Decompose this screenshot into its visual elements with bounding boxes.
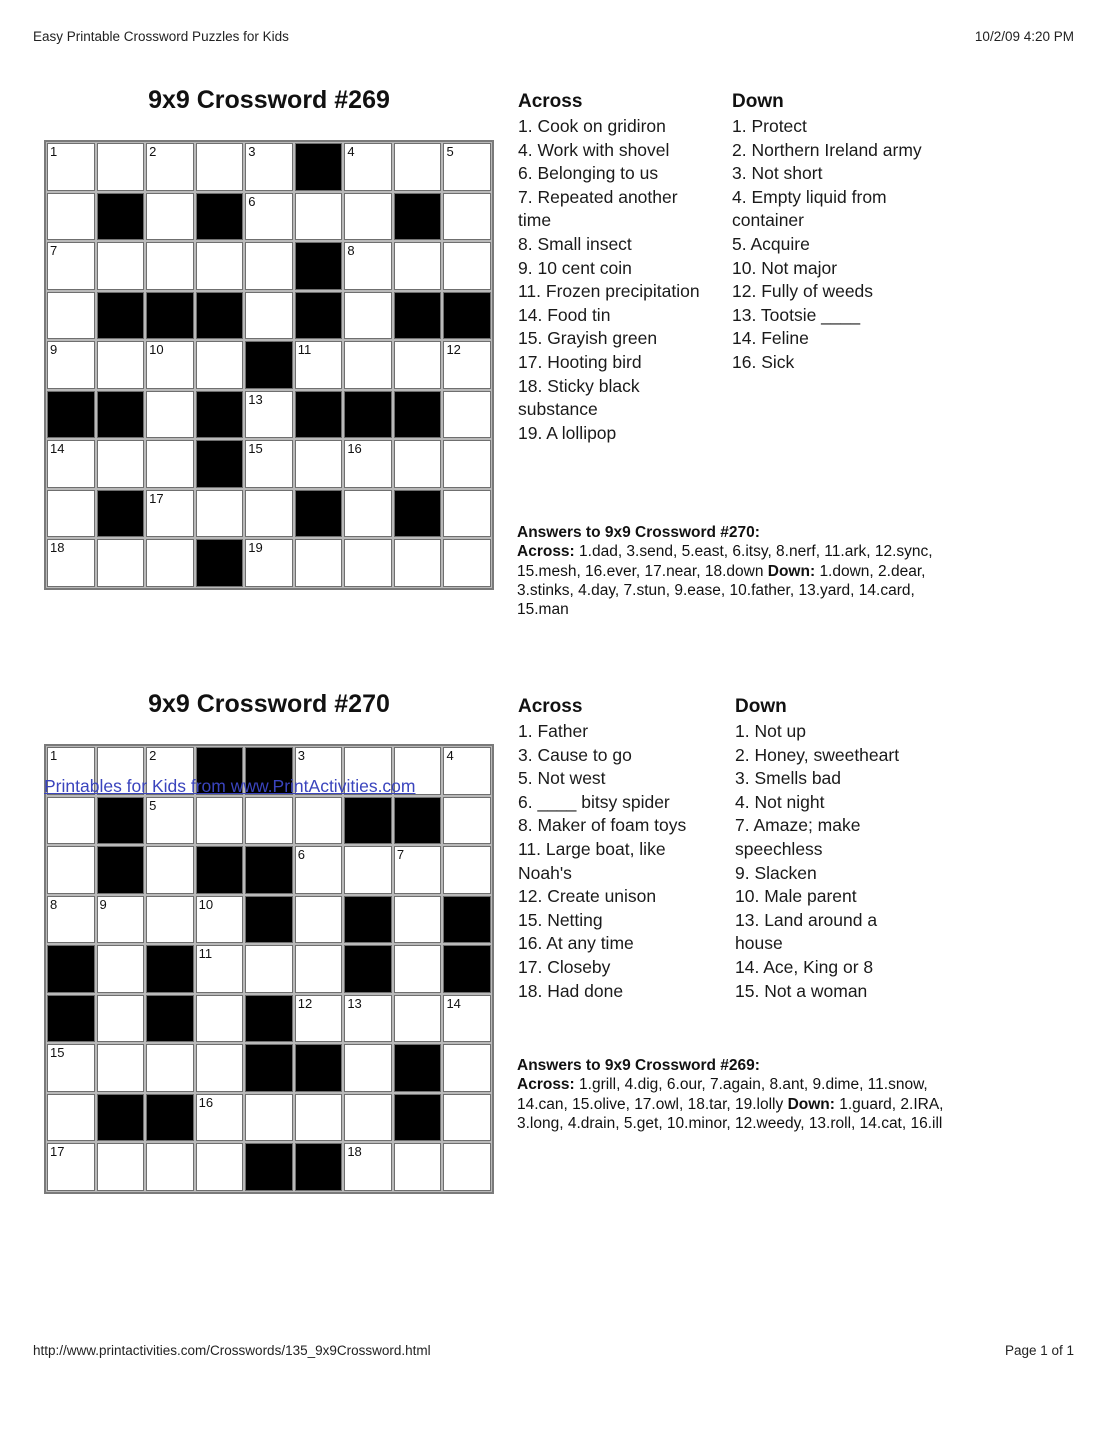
grid-cell — [245, 797, 293, 845]
black-cell — [196, 193, 244, 241]
grid-cell — [146, 1143, 194, 1191]
clue-item: 12. Create unison — [518, 886, 657, 907]
black-cell — [394, 490, 442, 538]
black-cell — [245, 896, 293, 944]
clue-item: 1. Protect — [732, 116, 807, 136]
grid-cell — [443, 440, 491, 488]
black-cell — [245, 995, 293, 1043]
black-cell — [295, 391, 343, 439]
clue-item: 15. Grayish green — [518, 328, 658, 349]
black-cell — [245, 846, 293, 894]
grid-cell — [295, 440, 343, 488]
grid-cell — [245, 391, 293, 439]
grid-cell — [47, 440, 95, 488]
answers-down-label: Down: — [767, 562, 816, 580]
grid-cell — [245, 539, 293, 587]
cell-number: 15 — [50, 1045, 65, 1061]
black-cell — [47, 391, 95, 439]
cell-number: 18 — [50, 540, 65, 556]
answers-body — [517, 542, 967, 619]
header-title: Easy Printable Crossword Puzzles for Kids — [33, 29, 289, 44]
black-cell — [344, 391, 392, 439]
black-cell — [196, 292, 244, 340]
cell-number: 5 — [149, 797, 157, 813]
grid-cell — [146, 440, 194, 488]
grid-cell — [443, 1044, 491, 1092]
grid-cell — [394, 846, 442, 894]
answers-269-block — [517, 1056, 967, 1133]
grid-cell — [47, 1094, 95, 1142]
grid-cell — [97, 341, 145, 389]
grid-cell — [394, 341, 442, 389]
grid-cell — [394, 143, 442, 191]
answers-body — [517, 1075, 967, 1133]
grid-cell — [47, 896, 95, 944]
black-cell — [97, 193, 145, 241]
black-cell — [97, 292, 145, 340]
clue-item: 15. Netting — [518, 909, 603, 930]
grid-cell — [295, 539, 343, 587]
grid-cell — [443, 797, 491, 845]
across-clue-list — [518, 720, 713, 1003]
black-cell — [394, 391, 442, 439]
black-cell — [443, 292, 491, 340]
grid-cell — [344, 539, 392, 587]
footer-url: http://www.printactivities.com/Crosswords/135_9x9Crossword.html — [33, 1343, 431, 1358]
clue-item: 5. Not west — [518, 768, 606, 789]
black-cell — [344, 945, 392, 993]
grid-cell — [394, 896, 442, 944]
grid-cell — [295, 945, 343, 993]
grid-cell — [443, 193, 491, 241]
black-cell — [47, 945, 95, 993]
grid-cell — [295, 896, 343, 944]
grid-cell — [47, 1143, 95, 1191]
answers-across-label: Across: — [517, 1076, 575, 1094]
clue-item: 15. Not a woman — [735, 980, 868, 1001]
grid-cell — [344, 440, 392, 488]
black-cell — [394, 1044, 442, 1092]
grid-cell — [344, 1143, 392, 1191]
clue-item: 3. Cause to go — [518, 744, 632, 765]
grid-cell — [295, 846, 343, 894]
grid-cell — [443, 747, 491, 795]
grid-cell — [344, 846, 392, 894]
clue-item: 1. Not up — [735, 721, 807, 741]
grid-cell — [146, 242, 194, 290]
clue-item: 18. Sticky black substance — [518, 375, 640, 420]
clue-item: 11. Frozen precipitation — [518, 281, 700, 302]
cell-number: 4 — [446, 748, 454, 763]
clue-item: 10. Male parent — [735, 886, 857, 907]
grid-cell — [394, 1143, 442, 1191]
grid-cell — [47, 242, 95, 290]
grid-cell — [344, 242, 392, 290]
grid-cell — [97, 143, 145, 191]
puzzle-270-down-clues — [735, 695, 920, 1003]
cell-number: 1 — [50, 748, 58, 763]
answers-across-text: 1.dad, 3.send, 5.east, 6.itsy, 8.nerf, 11.ark, 12.sync, 15.mesh, 16.ever, 17.near, 18.down — [517, 543, 933, 580]
black-cell — [245, 1044, 293, 1092]
grid-cell — [196, 896, 244, 944]
black-cell — [295, 242, 343, 290]
cell-number: 16 — [198, 1094, 214, 1110]
printactivities-link[interactable]: Printables for Kids from www.PrintActivities.com — [44, 776, 416, 796]
answers-heading: Answers to 9x9 Crossword #270: — [517, 524, 760, 541]
cell-number: 9 — [99, 896, 107, 912]
grid-cell — [245, 193, 293, 241]
grid-cell — [97, 1044, 145, 1092]
grid-cell — [146, 143, 194, 191]
clue-item: 14. Food tin — [518, 304, 611, 325]
footer-page-number: Page 1 of 1 — [1004, 1343, 1074, 1358]
down-clue-list — [735, 720, 920, 1003]
down-heading: Down — [735, 696, 787, 717]
across-heading: Across — [518, 91, 583, 112]
clue-item: 1. Cook on gridiron — [518, 116, 666, 136]
black-cell — [97, 391, 145, 439]
grid-cell — [47, 1044, 95, 1092]
grid-cell — [196, 945, 244, 993]
grid-cell — [245, 143, 293, 191]
puzzle-269-down-clues — [732, 90, 947, 375]
black-cell — [196, 846, 244, 894]
grid-cell — [245, 1094, 293, 1142]
grid-cell — [97, 242, 145, 290]
grid-cell — [394, 539, 442, 587]
black-cell — [394, 292, 442, 340]
cell-number: 2 — [149, 144, 157, 159]
grid-cell — [443, 391, 491, 439]
cell-number: 16 — [347, 441, 362, 457]
grid-cell — [443, 1143, 491, 1191]
grid-cell — [443, 995, 491, 1043]
grid-cell — [97, 440, 145, 488]
puzzle-269-title: 9x9 Crossword #269 — [148, 86, 390, 114]
cell-number: 13 — [248, 391, 263, 407]
grid-cell — [443, 490, 491, 538]
black-cell — [295, 490, 343, 538]
clue-item: 7. Repeated another time — [518, 186, 678, 231]
cell-number: 1 — [50, 144, 58, 159]
clue-item: 12. Fully of weeds — [732, 281, 874, 302]
grid-cell — [47, 341, 95, 389]
grid-cell — [97, 995, 145, 1043]
grid-cell — [196, 242, 244, 290]
down-clue-list — [732, 115, 947, 375]
grid-cell — [97, 945, 145, 993]
black-cell — [394, 1094, 442, 1142]
cell-number: 6 — [248, 193, 256, 209]
clue-item: 4. Work with shovel — [518, 139, 670, 160]
grid-cell — [443, 1094, 491, 1142]
black-cell — [47, 995, 95, 1043]
black-cell — [146, 945, 194, 993]
cell-number: 5 — [446, 144, 454, 159]
cell-number: 7 — [50, 243, 58, 259]
clue-item: 1. Father — [518, 721, 589, 741]
clue-item: 16. At any time — [518, 933, 634, 954]
cell-number: 10 — [149, 342, 164, 358]
grid-cell — [344, 490, 392, 538]
grid-cell — [146, 193, 194, 241]
grid-cell — [196, 995, 244, 1043]
grid-cell — [344, 1094, 392, 1142]
grid-cell — [443, 143, 491, 191]
cell-number: 14 — [446, 995, 461, 1011]
black-cell — [344, 797, 392, 845]
grid-cell — [245, 440, 293, 488]
grid-cell — [394, 242, 442, 290]
down-heading: Down — [732, 91, 784, 112]
grid-cell — [47, 539, 95, 587]
clue-item: 14. Feline — [732, 328, 809, 349]
grid-cell — [196, 490, 244, 538]
grid-cell — [344, 143, 392, 191]
grid-cell — [295, 995, 343, 1043]
grid-cell — [146, 797, 194, 845]
puzzle-270-title: 9x9 Crossword #270 — [148, 690, 390, 718]
grid-cell — [295, 1094, 343, 1142]
clue-item: 19. A lollipop — [518, 422, 617, 443]
grid-cell — [97, 1143, 145, 1191]
clue-item: 4. Not night — [735, 791, 825, 812]
grid-cell — [196, 341, 244, 389]
clue-item: 9. Slacken — [735, 862, 817, 883]
grid-cell — [196, 1044, 244, 1092]
cell-number: 14 — [50, 441, 65, 457]
cell-number: 13 — [347, 995, 362, 1011]
cell-number: 11 — [198, 946, 213, 962]
grid-cell — [245, 945, 293, 993]
clue-item: 18. Had done — [518, 980, 624, 1001]
clue-item: 13. Tootsie ____ — [732, 304, 861, 325]
black-cell — [295, 1143, 343, 1191]
clue-item: 11. Large boat, like Noah's — [518, 838, 666, 883]
grid-cell — [295, 797, 343, 845]
puzzle-269-across-clues — [518, 90, 710, 445]
black-cell — [443, 945, 491, 993]
grid-cell — [196, 1143, 244, 1191]
clue-item: 9. 10 cent coin — [518, 257, 632, 278]
cell-number: 17 — [50, 1144, 65, 1160]
crossword-grid-269 — [44, 140, 494, 590]
grid-cell — [443, 242, 491, 290]
clue-item: 3. Smells bad — [735, 768, 842, 789]
black-cell — [97, 846, 145, 894]
cell-number: 17 — [149, 490, 164, 506]
cell-number: 3 — [297, 748, 305, 763]
answers-down-text: 1.down, 2.dear, 3.stinks, 4.day, 7.stun, 9.ease, 10.father, 13.yard, 14.card, 15.man — [517, 562, 926, 619]
black-cell — [394, 797, 442, 845]
grid-cell — [97, 539, 145, 587]
grid-cell — [146, 341, 194, 389]
cell-number: 11 — [297, 342, 312, 358]
black-cell — [146, 292, 194, 340]
black-cell — [295, 1044, 343, 1092]
clue-item: 10. Not major — [732, 257, 838, 278]
cell-number: 6 — [297, 847, 305, 863]
header-timestamp: 10/2/09 4:20 PM — [974, 29, 1074, 44]
black-cell — [196, 391, 244, 439]
grid-cell — [146, 1044, 194, 1092]
grid-cell — [295, 193, 343, 241]
grid-cell — [394, 995, 442, 1043]
grid-cell — [394, 945, 442, 993]
across-clue-list — [518, 115, 710, 445]
black-cell — [344, 896, 392, 944]
grid-cell — [146, 391, 194, 439]
clue-item: 13. Land around a house — [735, 909, 878, 954]
clue-item: 8. Maker of foam toys — [518, 815, 687, 836]
black-cell — [245, 341, 293, 389]
cell-number: 9 — [50, 342, 58, 358]
grid-cell — [97, 896, 145, 944]
answers-down-label: Down: — [787, 1095, 835, 1113]
cell-number: 3 — [248, 144, 256, 159]
grid-cell — [47, 193, 95, 241]
grid-cell — [146, 539, 194, 587]
cell-number: 12 — [297, 995, 313, 1011]
cell-number: 4 — [347, 144, 355, 159]
cell-number: 10 — [198, 896, 214, 912]
clue-item: 4. Empty liquid from container — [732, 186, 887, 231]
grid-cell — [196, 1094, 244, 1142]
black-cell — [394, 193, 442, 241]
grid-cell — [344, 341, 392, 389]
grid-cell — [245, 490, 293, 538]
grid-cell — [47, 143, 95, 191]
grid-cell — [443, 341, 491, 389]
cell-number: 19 — [248, 540, 263, 556]
grid-cell — [196, 143, 244, 191]
answers-270-block — [517, 523, 967, 619]
black-cell — [97, 797, 145, 845]
black-cell — [245, 1143, 293, 1191]
puzzle-270-across-clues — [518, 695, 713, 1003]
grid-cell — [344, 193, 392, 241]
cell-number: 8 — [50, 896, 58, 912]
clue-item: 5. Acquire — [732, 233, 810, 254]
grid-cell — [47, 797, 95, 845]
clue-item: 6. ____ bitsy spider — [518, 791, 670, 812]
grid-cell — [443, 539, 491, 587]
black-cell — [97, 1094, 145, 1142]
grid-cell — [344, 1044, 392, 1092]
clue-item: 6. Belonging to us — [518, 163, 659, 184]
grid-cell — [344, 292, 392, 340]
grid-cell — [245, 242, 293, 290]
black-cell — [443, 896, 491, 944]
black-cell — [295, 292, 343, 340]
clue-item: 16. Sick — [732, 351, 795, 372]
cell-number: 12 — [446, 342, 461, 358]
black-cell — [196, 440, 244, 488]
grid-cell — [47, 846, 95, 894]
black-cell — [196, 539, 244, 587]
cell-number: 18 — [347, 1144, 362, 1160]
clue-item: 8. Small insect — [518, 233, 632, 254]
cell-number: 8 — [347, 243, 355, 259]
grid-cell — [344, 995, 392, 1043]
black-cell — [97, 490, 145, 538]
grid-cell — [47, 292, 95, 340]
grid-cell — [47, 490, 95, 538]
cell-number: 2 — [149, 748, 157, 763]
crossword-grid-270 — [44, 744, 494, 1194]
clue-item: 17. Hooting bird — [518, 351, 642, 372]
grid-cell — [443, 846, 491, 894]
clue-item: 14. Ace, King or 8 — [735, 956, 874, 977]
clue-item: 17. Closeby — [518, 956, 611, 977]
grid-cell — [245, 292, 293, 340]
clue-item: 2. Northern Ireland army — [732, 139, 922, 160]
answers-down-text: 1.guard, 2.IRA, 3.long, 4.drain, 5.get, 10.minor, 12.weedy, 13.roll, 14.cat, 16.ill — [517, 1095, 944, 1132]
clue-item: 7. Amaze; make speechless — [735, 815, 861, 859]
black-cell — [295, 143, 343, 191]
grid-cell — [295, 341, 343, 389]
grid-cell — [196, 797, 244, 845]
grid-cell — [146, 896, 194, 944]
answers-heading: Answers to 9x9 Crossword #269: — [517, 1057, 760, 1074]
black-cell — [146, 1094, 194, 1142]
cell-number: 15 — [248, 441, 263, 457]
answers-across-text: 1.grill, 4.dig, 6.our, 7.again, 8.ant, 9.dime, 11.snow, 14.can, 15.olive, 17.owl, 18.tar, 19.lolly — [517, 1076, 928, 1113]
across-heading: Across — [518, 696, 583, 717]
grid-cell — [146, 846, 194, 894]
black-cell — [146, 995, 194, 1043]
clue-item: 3. Not short — [732, 163, 823, 184]
cell-number: 7 — [396, 847, 405, 863]
grid-cell — [146, 490, 194, 538]
answers-across-label: Across: — [517, 543, 575, 561]
clue-item: 2. Honey, sweetheart — [735, 744, 900, 765]
grid-cell — [394, 440, 442, 488]
